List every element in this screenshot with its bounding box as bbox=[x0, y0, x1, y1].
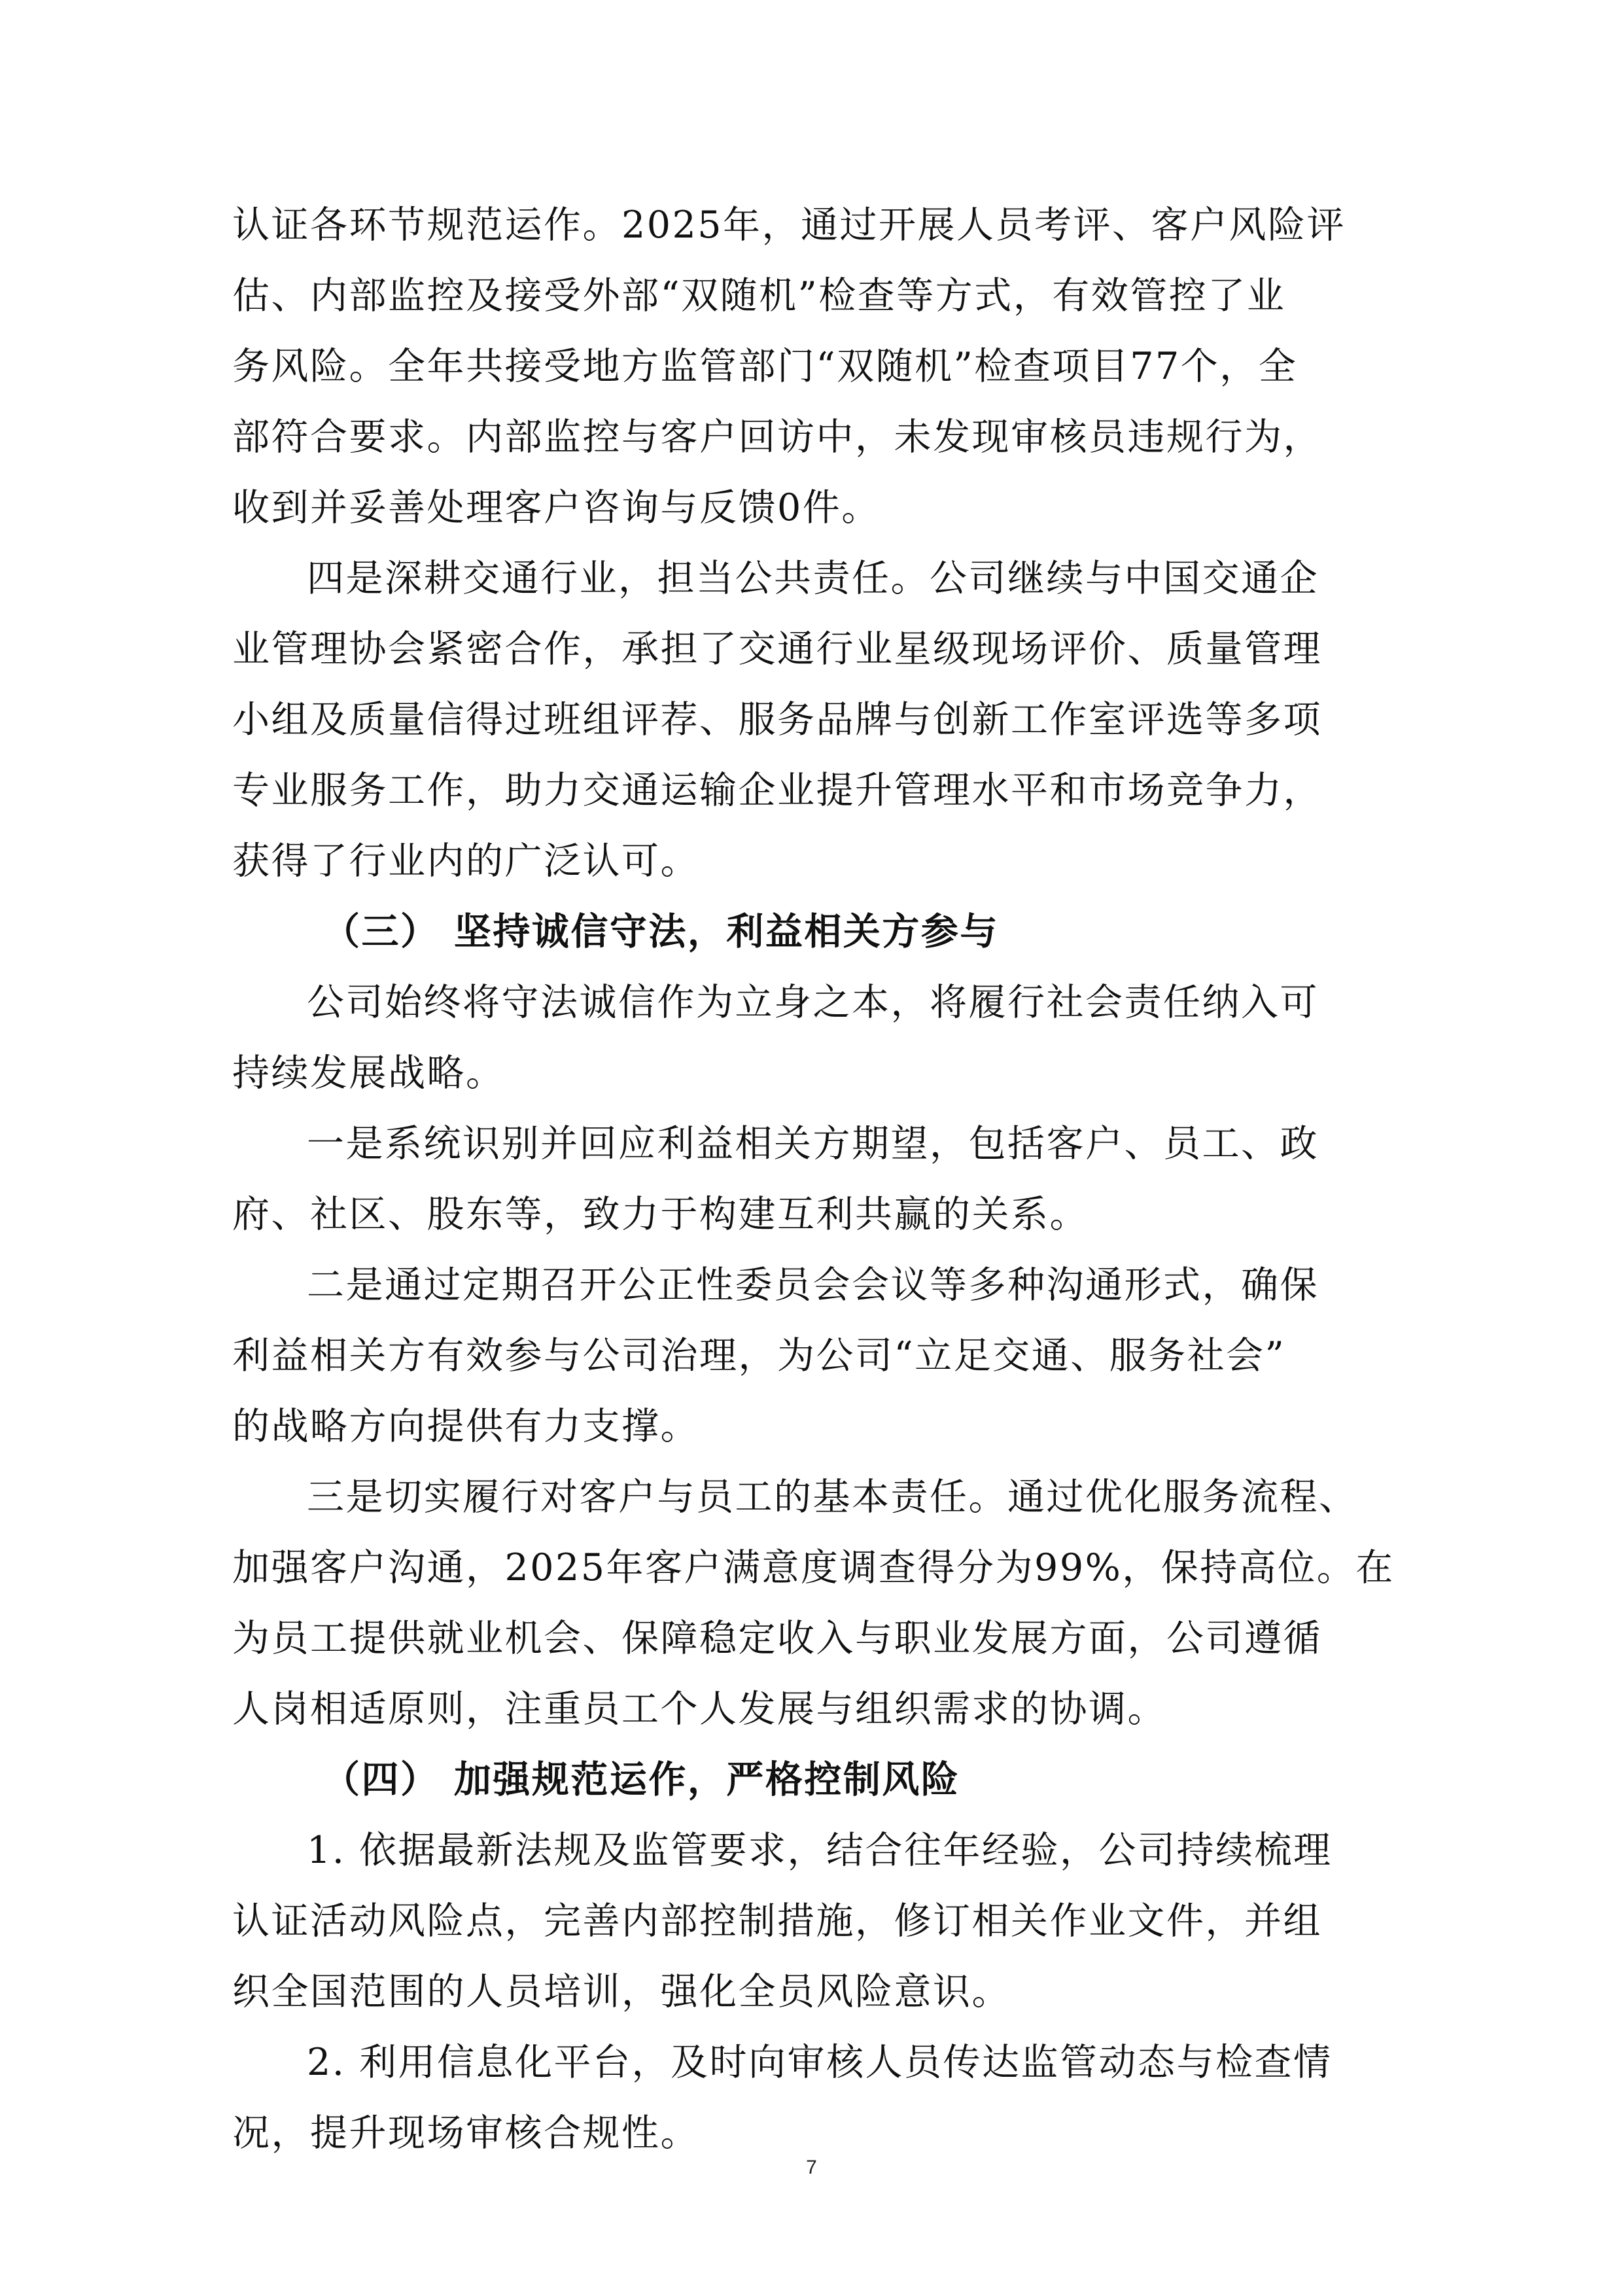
paragraph-line: 务风险。全年共接受地方监管部门“双随机”检查项目77个，全 bbox=[232, 345, 1298, 388]
section-heading: （三） 坚持诚信守法，利益相关方参与 bbox=[323, 910, 999, 953]
paragraph-line: 业管理协会紧密合作，承担了交通行业星级现场评价、质量管理 bbox=[232, 627, 1322, 671]
paragraph-line: 三是切实履行对客户与员工的基本责任。通过优化服务流程、 bbox=[307, 1475, 1358, 1519]
paragraph-line: 利益相关方有效参与公司治理，为公司“立足交通、服务社会” bbox=[232, 1334, 1286, 1377]
numbered-item-line: 2. 利用信息化平台，及时向审核人员传达监管动态与检查情 bbox=[307, 2041, 1333, 2084]
paragraph-line: 公司始终将守法诚信作为立身之本，将履行社会责任纳入可 bbox=[307, 981, 1319, 1024]
paragraph-line: 为员工提供就业机会、保障稳定收入与职业发展方面，公司遵循 bbox=[232, 1617, 1322, 1660]
numbered-item-line: 1. 依据最新法规及监管要求，结合往年经验，公司持续梳理 bbox=[307, 1829, 1333, 1872]
paragraph-line: 获得了行业内的广泛认可。 bbox=[232, 839, 699, 883]
section-heading: （四） 加强规范运作，严格控制风险 bbox=[323, 1757, 960, 1801]
paragraph-line: 况，提升现场审核合规性。 bbox=[232, 2111, 699, 2155]
paragraph-line: 的战略方向提供有力支撑。 bbox=[232, 1405, 699, 1448]
paragraph-line: 小组及质量信得过班组评荐、服务品牌与创新工作室评选等多项 bbox=[232, 698, 1322, 741]
paragraph-line: 府、社区、股东等，致力于构建互利共赢的关系。 bbox=[232, 1193, 1089, 1236]
paragraph-line: 一是系统识别并回应利益相关方期望，包括客户、员工、政 bbox=[307, 1122, 1319, 1165]
paragraph-line: 人岗相适原则，注重员工个人发展与组织需求的协调。 bbox=[232, 1687, 1166, 1731]
paragraph-line: 专业服务工作，助力交通运输企业提升管理水平和市场竞争力， bbox=[232, 769, 1322, 812]
paragraph-line: 估、内部监控及接受外部“双随机”检查等方式，有效管控了业 bbox=[232, 274, 1286, 317]
paragraph-line: 认证各环节规范运作。2025年，通过开展人员考评、客户风险评 bbox=[232, 203, 1346, 247]
paragraph-line: 四是深耕交通行业，担当公共责任。公司继续与中国交通企 bbox=[307, 557, 1319, 600]
paragraph-line: 认证活动风险点，完善内部控制措施，修订相关作业文件，并组 bbox=[232, 1899, 1322, 1943]
paragraph-line: 持续发展战略。 bbox=[232, 1051, 505, 1095]
paragraph-line: 部符合要求。内部监控与客户回访中，未发现审核员违规行为， bbox=[232, 415, 1322, 459]
paragraph-line: 织全国范围的人员培训，强化全员风险意识。 bbox=[232, 1970, 1011, 2013]
document-body bbox=[232, 190, 1397, 2168]
paragraph-line: 收到并妥善处理客户咨询与反馈0件。 bbox=[232, 486, 881, 529]
paragraph-line: 二是通过定期召开公正性委员会会议等多种沟通形式，确保 bbox=[307, 1263, 1319, 1307]
page-number: 7 bbox=[806, 2157, 817, 2178]
paragraph-line: 加强客户沟通，2025年客户满意度调查得分为99%，保持高位。在 bbox=[232, 1546, 1395, 1589]
